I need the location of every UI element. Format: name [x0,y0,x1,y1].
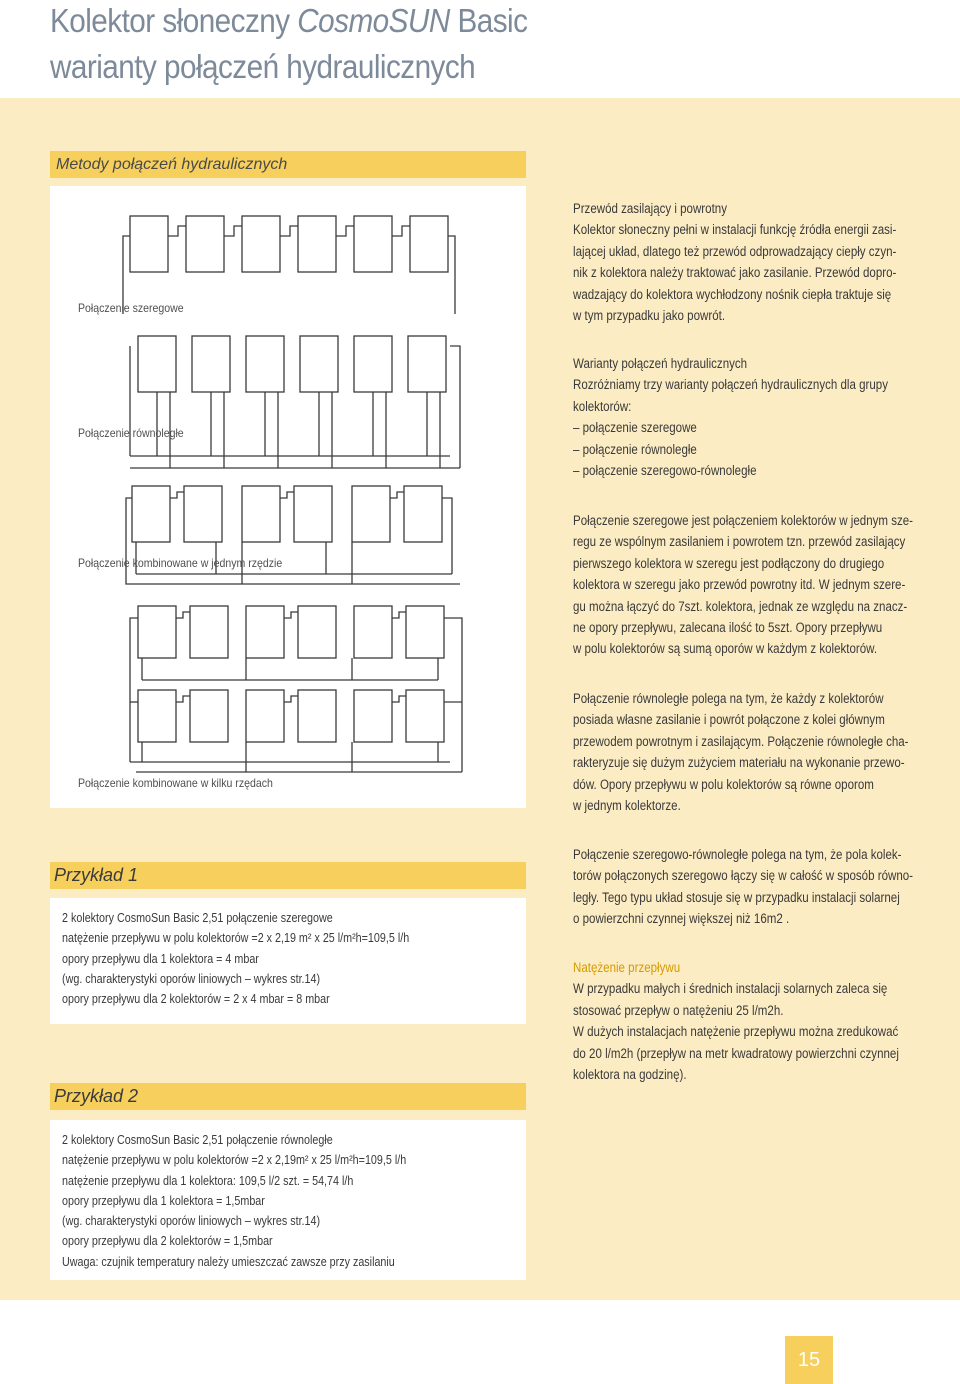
label-combined-single-row: Połączenie kombinowane w jednym rzędzie [78,556,283,570]
variant-bullet: – połączenie równoległe [573,441,697,457]
supply-return-section [573,198,935,326]
flow-line: stosować przepływ o natężeniu 25 l/m2h. [573,1002,784,1018]
example2-box [50,1120,526,1280]
parallel-line: dów. Opory przepływu w polu kolektorów są równe oporom [573,776,874,792]
page-title-line-2: warianty połączeń hydraulicznych [50,48,476,85]
variants-line: kolektorów: [573,398,632,414]
supply-line: w tym przypadku jako powrót. [573,308,726,324]
example2-line: (wg. charakterystyki oporów liniowych – wykres str.14) [62,1214,321,1229]
example1-line: natężenie przepływu w polu kolektorów =2 x 2,19 m² x 25 l/m²h=109,5 l/h [62,931,410,946]
supply-line: nik z kolektora należy traktować jako zasilanie. Przewód dopro- [573,265,897,281]
variant-bullet: – połączenie szeregowo-równoległe [573,463,757,479]
example2-line: natężenie przepływu w polu kolektorów =2 x 2,19m² x 25 l/m²h=109,5 l/h [62,1153,407,1168]
flow-line: do 20 l/m2h (przepływ na metr kwadratowy powierzchni czynnej [573,1045,899,1061]
example2-line: natężenie przepływu dla 1 kolektora: 109,5 l/2 szt. = 54,74 l/h [62,1173,354,1188]
parallel-line: przewodem powrotnym i zasilającym. Połączenie równoległe cha- [573,733,909,749]
example1-line: (wg. charakterystyki oporów liniowych – wykres str.14) [62,971,321,986]
page-number: 15 [785,1336,833,1384]
example2-banner: Przykład 2 [50,1083,526,1110]
series-line: w polu kolektorów są sumą oporów w każdym z kolektorów. [573,641,878,657]
parallel-line: rakteryzuje się dużym zużyciem materiału na wykonanie przewo- [573,755,905,771]
flow-line: kolektora na godzinę). [573,1067,687,1083]
parallel-section [573,688,935,816]
mixed-line: o powierzchni czynnej większej niż 16m2 . [573,911,790,927]
example2-line: opory przepływu dla 2 kolektorów = 1,5mbar [62,1234,273,1249]
variants-heading: Warianty połączeń hydraulicznych [573,356,748,371]
variants-section [573,353,935,481]
variants-line: Rozróżniamy trzy warianty połączeń hydraulicznych dla grupy [573,377,889,393]
mixed-line: legły. Tego typu układ stosuje się w przypadku instalacji solarnej [573,889,900,905]
mixed-section [573,844,935,930]
hydraulic-diagrams [50,186,526,808]
parallel-diagram [130,336,460,468]
series-line: Połączenie szeregowe jest połączeniem kolektorów w jednym sze- [573,513,914,528]
example2-line: opory przepływu dla 1 kolektora = 1,5mbar [62,1193,265,1208]
parallel-line: w jednym kolektorze. [573,798,681,814]
variant-bullet: – połączenie szeregowe [573,420,697,436]
example2-line: Uwaga: czujnik temperatury należy umieszczać zawsze przy zasilaniu [62,1254,395,1269]
example1-box [50,898,526,1024]
flow-section [573,957,935,1085]
example1-line: opory przepływu dla 2 kolektorów = 2 x 4 mbar = 8 mbar [62,992,330,1007]
flow-line: W dużych instalacjach natężenie przepływu można zredukować [573,1024,899,1040]
brand-name: CosmoSUN [297,2,450,39]
series-line: gu można łączyć do 7szt. kolektora, jednak ze względu na znacz- [573,598,908,614]
example1-line: 2 kolektory CosmoSun Basic 2,51 połączenie szeregowe [62,911,333,925]
series-line: regu ze wspólnym zasilaniem i powrotem tzn. przewód zasilający [573,534,906,550]
example1-banner: Przykład 1 [50,862,526,889]
example2-line: 2 kolektory CosmoSun Basic 2,51 połączenie równoległe [62,1133,333,1147]
label-series: Połączenie szeregowe [78,301,184,315]
mixed-line: Połączenie szeregowo-równoległe polega na tym, że pola kolek- [573,847,902,862]
methods-banner: Metody połączeń hydraulicznych [50,151,526,178]
series-line: pierwszego kolektora w szeregu jest podłączony do drugiego [573,555,885,571]
combined-multi-row-diagram [130,606,462,772]
parallel-line: Połączenie równoległe polega na tym, że każdy z kolektorów [573,691,884,706]
label-combined-multi-row: Połączenie kombinowane w kilku rzędach [78,776,273,790]
page-title-line-1: Kolektor słoneczny CosmoSUN Basic [50,2,528,39]
series-section [573,510,935,660]
supply-line: lającej układ, dlatego też przewód odprowadzający ciepły czyn- [573,243,897,259]
mixed-line: torów połączonych szeregowo łączy się w całość w sposób równo- [573,868,914,884]
flow-heading: Natężenie przepływu [573,960,681,975]
series-line: ne opory przepływu, zalecana ilość to 5szt. Opory przepływu [573,620,883,636]
supply-line: wadzający do kolektora wychłodzony nośnik ciepła traktuje się [573,286,892,302]
series-line: kolektora w szeregu jako przewód powrotny itd. W jednym szere- [573,577,906,593]
label-parallel: Połączenie równoległe [78,426,184,440]
flow-line: W przypadku małych i średnich instalacji solarnych zaleca się [573,981,888,997]
supply-line: Kolektor słoneczny pełni w instalacji funkcję źródła energii zasi- [573,222,897,238]
title-band [0,0,960,100]
series-diagram [123,216,455,314]
parallel-line: posiada własne zasilanie i powrót połączone z kolei głównym [573,712,885,728]
example1-line: opory przepływu dla 1 kolektora = 4 mbar [62,951,259,966]
supply-heading: Przewód zasilający i powrotny [573,201,727,216]
